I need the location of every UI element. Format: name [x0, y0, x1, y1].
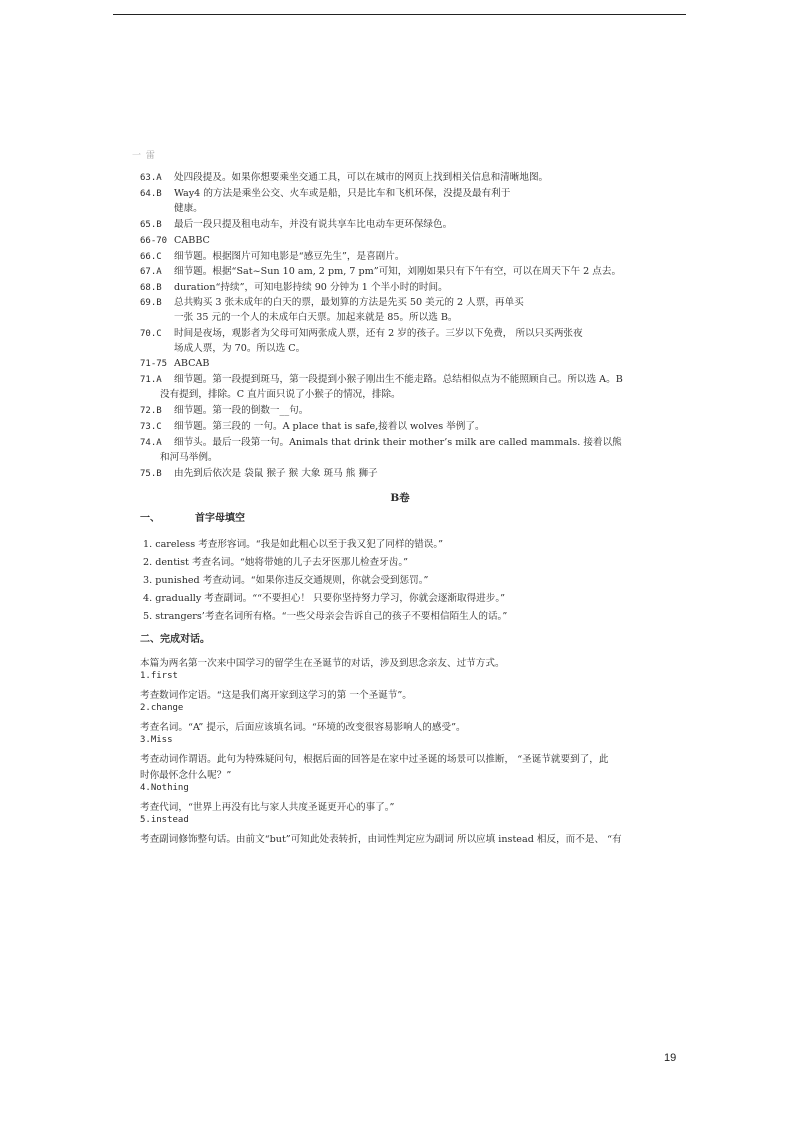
- answer-key: 63.A: [140, 173, 162, 183]
- answer-text: 最后一段只提及租电动车，并没有说共享车比电动车更环保绿色。: [174, 219, 453, 230]
- part2-answer: 3.Miss: [140, 735, 173, 745]
- part2-explanation-cont: 时你最怀念什么呢？”: [140, 770, 232, 781]
- part2-explanation: 考查数词作定语。“这是我们离开家到这学习的第 一个圣诞节”。: [140, 690, 412, 701]
- answer-text: 健康。: [174, 203, 203, 214]
- answer-text: 一张 35 元的一个人的未成年白天票。加起来就是 85。所以选 B。: [174, 312, 458, 323]
- answer-key: 64.B: [140, 189, 162, 199]
- answer-key: 70.C: [140, 329, 162, 339]
- answer-key: 69.B: [140, 298, 162, 308]
- answer-row: [140, 187, 700, 201]
- answer-row: [140, 296, 700, 310]
- part2-explanation: 考查动词作谓语。此句为特殊疑问句，根据后面的回答是在家中过圣诞的场景可以推断， “圣诞节就要到了，此: [140, 754, 609, 765]
- answer-text: 场成人票，为 70。所以选 C。: [174, 343, 306, 354]
- answer-row: [140, 420, 700, 434]
- answer-row: [140, 357, 700, 371]
- answer-row: [140, 436, 700, 450]
- answer-key: 66.C: [140, 252, 162, 262]
- page-number: 19: [664, 1052, 677, 1064]
- answer-row: [140, 404, 700, 418]
- answer-key: 71.A: [140, 375, 162, 385]
- answer-text: 处四段提及。如果你想要乘坐交通工具，可以在城市的网页上找到相关信息和清晰地图。: [174, 172, 549, 183]
- part1-item: 2. dentist 考查名词。“她将带她的儿子去牙医那儿检查牙齿。”: [143, 557, 409, 568]
- answer-key: 72.B: [140, 406, 162, 416]
- answer-row-cont: [174, 202, 734, 216]
- part2-explanation: 考查代词，“世界上再没有比与家人共度圣诞更开心的事了。”: [140, 802, 395, 813]
- part1-item: 5. strangers’考查名词所有格。“一些父母亲会告诉自己的孩子不要相信陌生人的话。”: [143, 611, 508, 622]
- answer-text: CABBC: [174, 235, 210, 246]
- part2-answer: 5.instead: [140, 815, 189, 825]
- part2-title: 二、完成对话。: [140, 634, 210, 645]
- part1-number: 一、: [140, 513, 160, 524]
- answer-text: 细节题。第三段的 一句。A place that is safe,接着以 wolves 举例了。: [174, 421, 485, 432]
- answer-text: 细节头。最后一段第一句。Animals that drink their mother’s milk are called mammals. 接着以熊: [174, 437, 622, 448]
- answer-row: [140, 373, 700, 387]
- answer-row-cont: [160, 388, 720, 402]
- answer-text: 时间是夜场，观影者为父母可知两张成人票，还有 2 岁的孩子。三岁以下免费， 所以只买两张夜: [174, 328, 583, 339]
- answer-text: 总共购买 3 张未成年的白天的票，最划算的方法是先买 50 美元的 2 人票，再单买: [174, 297, 524, 308]
- part2-explanation: 考查副词修饰整句话。由前文“but”可知此处表转折，由词性判定应为副词 所以应填 instead 相反，而不是、 “有: [140, 834, 622, 845]
- answer-row: [140, 265, 700, 279]
- answer-text: 和河马举例。: [160, 452, 218, 463]
- corner-mark: 一 雷: [132, 151, 156, 161]
- part1-item: 4. gradually 考查副词。““不要担心！ 只要你坚持努力学习，你就会逐渐取得进步。”: [143, 593, 506, 604]
- answer-text: 细节题。根据图片可知电影是“感豆先生”，是喜剧片。: [174, 251, 405, 262]
- answer-key: 73.C: [140, 422, 162, 432]
- answer-key: 71-75: [140, 359, 168, 369]
- part1-item: 1. careless 考查形容词。“我是如此粗心以至于我又犯了同样的错误。”: [143, 539, 444, 550]
- answer-key: 74.A: [140, 438, 162, 448]
- part2-intro: 本篇为两名第一次来中国学习的留学生在圣诞节的对话，涉及到思念亲友、过节方式。: [140, 658, 505, 669]
- answer-text: 细节题。第一段的倒数一__句。: [174, 405, 309, 416]
- answer-row-cont: [174, 311, 734, 325]
- answer-row: [140, 234, 700, 248]
- answer-text: 细节题。第一段提到斑马，第一段提到小猴子刚出生不能走路。总结相似点为不能照顾自己。所以选 A。B: [174, 374, 623, 385]
- answer-row-cont: [160, 451, 720, 465]
- part1-title: 首字母填空: [194, 513, 245, 524]
- answer-row: [140, 467, 700, 481]
- part2-explanation: 考查名词。“A” 提示，后面应该填名词。“环境的改变很容易影响人的感受”。: [140, 722, 466, 733]
- answer-row: [140, 218, 700, 232]
- part2-answer: 1.first: [140, 671, 178, 681]
- answer-key: 66-70: [140, 236, 168, 246]
- answer-key: 75.B: [140, 469, 162, 479]
- answer-text: 由先到后依次是 袋鼠 猴子 猴 大象 斑马 熊 狮子: [174, 468, 378, 479]
- answer-text: duration“持续”，可知电影持续 90 分钟为 1 个半小时的时间。: [174, 282, 448, 293]
- part1-item: 3. punished 考查动词。“如果你违反交通规则，你就会受到惩罚。”: [143, 575, 429, 586]
- answer-text: 细节题。根据“Sat~Sun 10 am, 2 pm, 7 pm”可知，刘刚如果只有下午有空，可以在周天下午 2 点去。: [174, 266, 622, 277]
- part2-answer: 2.change: [140, 703, 184, 713]
- answer-text: 没有提到，排除。C 直片面只说了小猴子的情况，排除。: [160, 389, 401, 400]
- part2-answer: 4.Nothing: [140, 783, 189, 793]
- answer-key: 68.B: [140, 283, 162, 293]
- header-rule: [113, 14, 686, 15]
- section-b-title: B卷: [390, 492, 410, 504]
- answer-row: [140, 281, 700, 295]
- answer-text: ABCAB: [174, 358, 210, 369]
- answer-key: 67.A: [140, 267, 162, 277]
- answer-key: 65.B: [140, 220, 162, 230]
- answer-row: [140, 327, 700, 341]
- answer-text: Way4 的方法是乘坐公交、火车或是船，只是比车和飞机环保，没提及最有利于: [174, 188, 511, 199]
- answer-row-cont: [174, 342, 734, 356]
- answer-row: [140, 250, 700, 264]
- part1-heading: [140, 509, 700, 524]
- answer-row: [140, 171, 700, 185]
